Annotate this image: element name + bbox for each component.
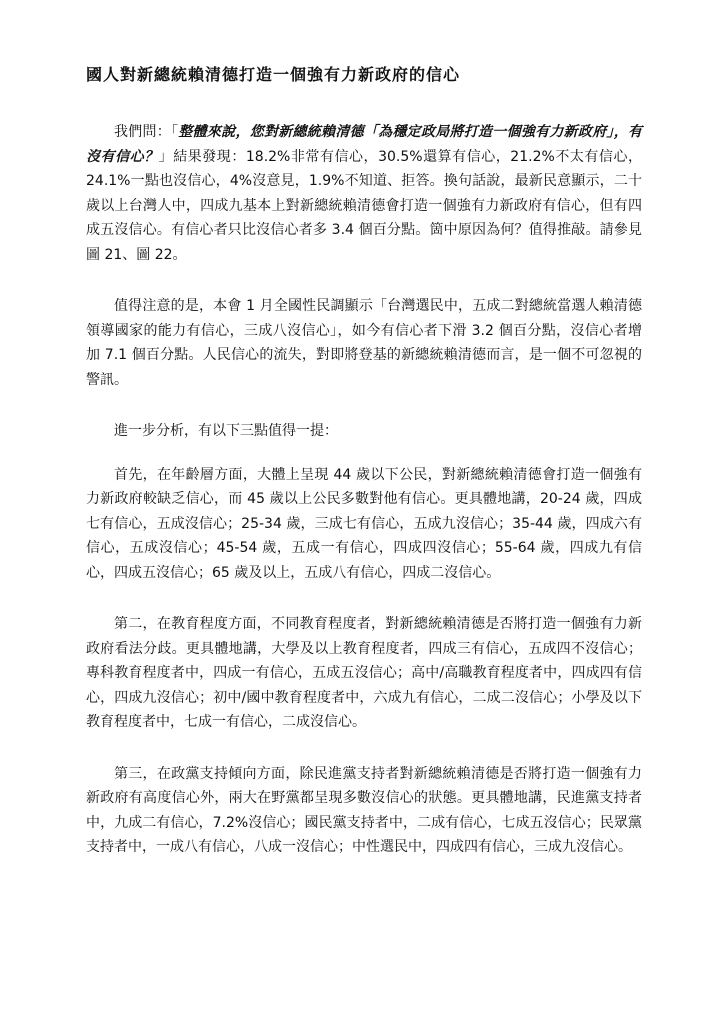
paragraph-survey-question — [86, 120, 642, 267]
document-page — [86, 64, 642, 887]
document-title: 國人對新總統賴清德打造一個強有力新政府的信心 — [86, 65, 461, 84]
question-text: 整體來說，您對新總統賴清德「為穩定政局將打造一個強有力新政府」，有沒有信心？ — [86, 124, 643, 165]
paragraph-party-analysis: 第三，在政黨支持傾向方面，除民進黨支持者對新總統賴清德是否將打造一個強有力新政府有高度信心外，兩大在野黨都呈現多數沒信心的狀態。更具體地講，民進黨支持者中，九成二有信心，7.2%沒信心；國民黨支持者中，二成有信心，七成五沒信心；民眾黨支持者中，一成八有信心，八成一沒信心；中性選民中，四成四有信心，三成九沒信心。 — [86, 765, 642, 855]
paragraph-education-analysis: 第二，在教育程度方面，不同教育程度者，對新總統賴清德是否將打造一個強有力新政府看法分歧。更具體地講，大學及以上教育程度者，四成三有信心，五成四不沒信心；專科教育程度者中，四成一有信心，五成五沒信心；高中/高職教育程度者中，四成四有信心，四成九沒信心；初中/國中教育程度者中，六成九有信心，二成二沒信心；小學及以下教育程度者中，七成一有信心，二成沒信心。 — [86, 616, 642, 730]
paragraph-notable-trend: 值得注意的是，本會 1 月全國性民調顯示「台灣選民中，五成二對總統當選人賴清德領導國家的能力有信心，三成八沒信心」，如今有信心者下滑 3.2 個百分點，沒信心者增加 7.1 個百分點。人民信心的流失，對即將登基的新總統賴清德而言，是一個不可忽視的警訊。 — [86, 298, 642, 388]
paragraph-analysis-intro: 進一步分析，有以下三點值得一提： — [114, 423, 338, 439]
survey-results-text: 」結果發現：18.2%非常有信心，30.5%還算有信心，21.2%不太有信心，24.1%一點也沒信心，4%沒意見，1.9%不知道、拒答。換句話說，最新民意顯示，二十歲以上台灣人中，四成九基本上對新總統賴清德會打造一個強有力新政府有信心，但有四成五沒信心。有信心者只比沒信心者多 3.4 個百分點。箇中原因為何？值得推敲。請參見圖 21、圖 22。 — [86, 148, 642, 263]
paragraph-age-analysis: 首先，在年齡層方面，大體上呈現 44 歲以下公民，對新總統賴清德會打造一個強有力新政府較缺乏信心，而 45 歲以上公民多數對他有信心。更具體地講，20-24 歲，四成七有信心，五成沒信心；25-34 歲，三成七有信心，五成九沒信心；35-44 歲，四成六有信心，五成沒信心；45-54 歲，五成一有信心，四成四沒信心；55-64 歲，四成九有信心，四成五沒信心；65 歲及以上，五成八有信心，四成二沒信心。 — [86, 466, 642, 581]
question-prefix: 我們問：「 — [114, 124, 179, 140]
